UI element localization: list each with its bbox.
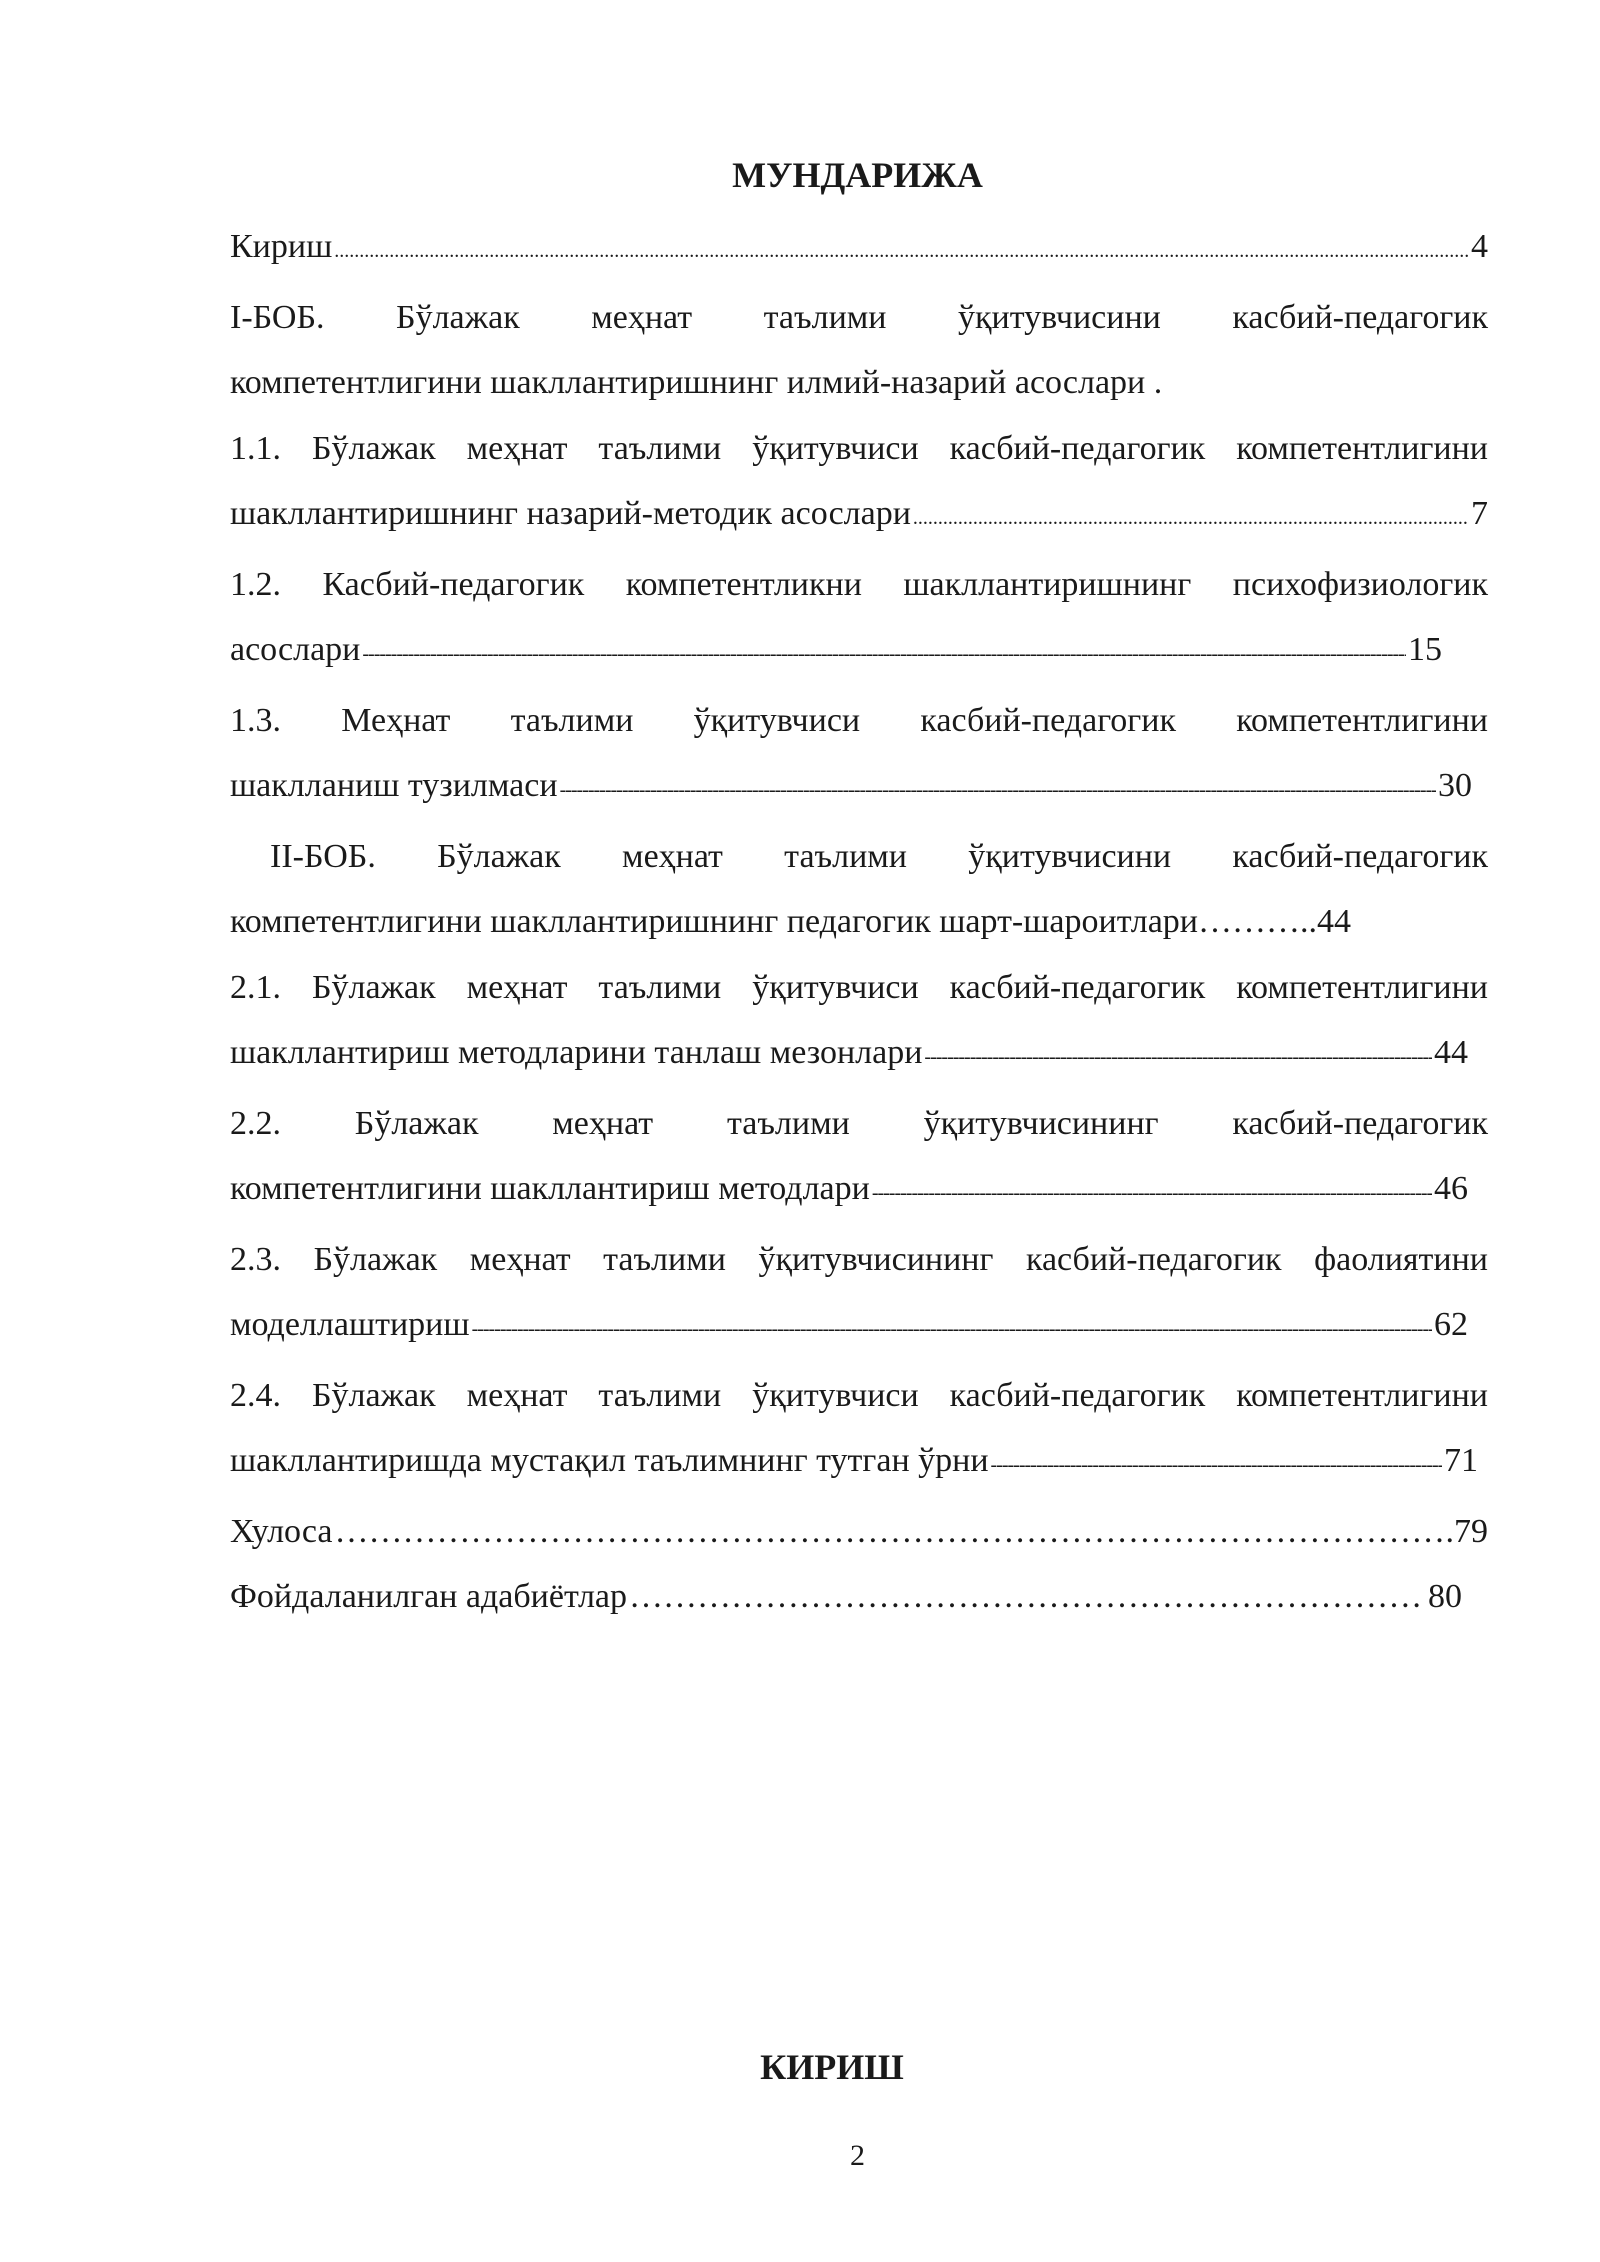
toc-entry-label: шакллантириш методларини танлаш мезонлари xyxy=(230,1034,923,1071)
table-of-contents xyxy=(230,214,1488,1630)
toc-entry-label: Фойдаланилган адабиётлар xyxy=(230,1578,628,1615)
toc-section-2-1-line-1[interactable]: 2.1. Бўлажак меҳнат таълими ўқитувчиси касбий-педагогик компетентлигини xyxy=(230,968,1488,1006)
toc-entry-references[interactable] xyxy=(230,1564,1462,1630)
toc-section-1-2-line-2[interactable] xyxy=(230,617,1442,688)
toc-entry-label: Кириш xyxy=(230,228,333,265)
toc-section-1-3-line-1[interactable]: 1.3. Меҳнат таълими ўқитувчиси касбий-педагогик компетентлигини xyxy=(230,701,1488,739)
toc-section-2-3-line-1[interactable]: 2.3. Бўлажак меҳнат таълими ўқитувчисининг касбий-педагогик фаолиятини xyxy=(230,1240,1488,1278)
page-number: 2 xyxy=(850,2139,865,2172)
toc-section-2-2-line-1[interactable]: 2.2. Бўлажак меҳнат таълими ўқитувчисининг касбий-педагогик xyxy=(230,1104,1488,1142)
dash-leader xyxy=(872,1156,1432,1227)
toc-chapter-2-line-1[interactable]: II-БОБ. Бўлажак меҳнат таълими ўқитувчисини касбий-педагогик xyxy=(270,837,1488,875)
toc-entry-label: шакллантиришда мустақил таълимнинг тутган ўрни xyxy=(230,1442,989,1479)
toc-entry-label: асослари xyxy=(230,631,361,668)
toc-entry-label: моделлаштириш xyxy=(230,1306,470,1343)
toc-page-number: 30 xyxy=(1438,767,1472,804)
toc-page-number: 4 xyxy=(1471,228,1488,265)
dash-leader xyxy=(560,753,1436,824)
toc-page-number: 7 xyxy=(1471,495,1488,532)
toc-page-number: 15 xyxy=(1408,631,1442,668)
toc-title: МУНДАРИЖА xyxy=(732,155,983,195)
toc-entry-label: компетентлигини шакллантириш методлари xyxy=(230,1170,870,1207)
dash-leader xyxy=(472,1292,1432,1363)
toc-section-2-4-line-2[interactable] xyxy=(230,1428,1478,1499)
toc-section-1-1-line-1[interactable]: 1.1. Бўлажак меҳнат таълими ўқитувчиси касбий-педагогик компетентлигини xyxy=(230,429,1488,467)
dot-leader xyxy=(913,481,1469,552)
toc-chapter-2-line-2[interactable] xyxy=(230,889,1488,955)
toc-page-number: 80 xyxy=(1428,1578,1462,1615)
dash-leader xyxy=(362,617,1406,688)
dot-leader xyxy=(334,214,1469,285)
toc-section-1-1-line-2[interactable] xyxy=(230,481,1488,552)
toc-chapter-1-line-1[interactable]: I-БОБ. Бўлажак меҳнат таълими ўқитувчисини касбий-педагогик xyxy=(230,298,1488,336)
toc-section-2-2-line-2[interactable] xyxy=(230,1156,1468,1227)
ellipsis-leader xyxy=(629,1564,1426,1630)
toc-section-2-1-line-2[interactable] xyxy=(230,1020,1468,1091)
dash-leader xyxy=(991,1428,1442,1499)
toc-chapter-1-line-2[interactable] xyxy=(230,350,1488,416)
toc-page-number: 62 xyxy=(1434,1306,1468,1343)
toc-entry-label: шакллантиришнинг назарий-методик асослари xyxy=(230,495,911,532)
ellipsis-leader xyxy=(334,1499,1443,1565)
toc-entry-label: компетентлигини шакллантиришнинг педагогик шарт-шароитлари………..44 xyxy=(230,903,1351,940)
toc-page-number: 44 xyxy=(1434,1034,1468,1071)
section-heading-intro: КИРИШ xyxy=(760,2047,904,2087)
dash-leader xyxy=(924,1020,1432,1091)
toc-entry-label: Хулоса xyxy=(230,1512,333,1550)
toc-entry-label: компетентлигини шакллантиришнинг илмий-назарий асослари . xyxy=(230,364,1163,401)
toc-page-number: .79 xyxy=(1445,1512,1488,1550)
toc-section-1-3-line-2[interactable] xyxy=(230,753,1472,824)
toc-entry-conclusion[interactable] xyxy=(230,1499,1488,1565)
toc-entry-label: шаклланиш тузилмаси xyxy=(230,767,558,804)
toc-page-number: 46 xyxy=(1434,1170,1468,1207)
toc-entry-intro[interactable] xyxy=(230,214,1488,285)
toc-section-2-3-line-2[interactable] xyxy=(230,1292,1468,1363)
toc-section-1-2-line-1[interactable]: 1.2. Касбий-педагогик компетентликни шакллантиришнинг психофизиологик xyxy=(230,565,1488,603)
toc-section-2-4-line-1[interactable]: 2.4. Бўлажак меҳнат таълими ўқитувчиси касбий-педагогик компетентлигини xyxy=(230,1376,1488,1414)
toc-page-number: 71 xyxy=(1444,1442,1478,1479)
